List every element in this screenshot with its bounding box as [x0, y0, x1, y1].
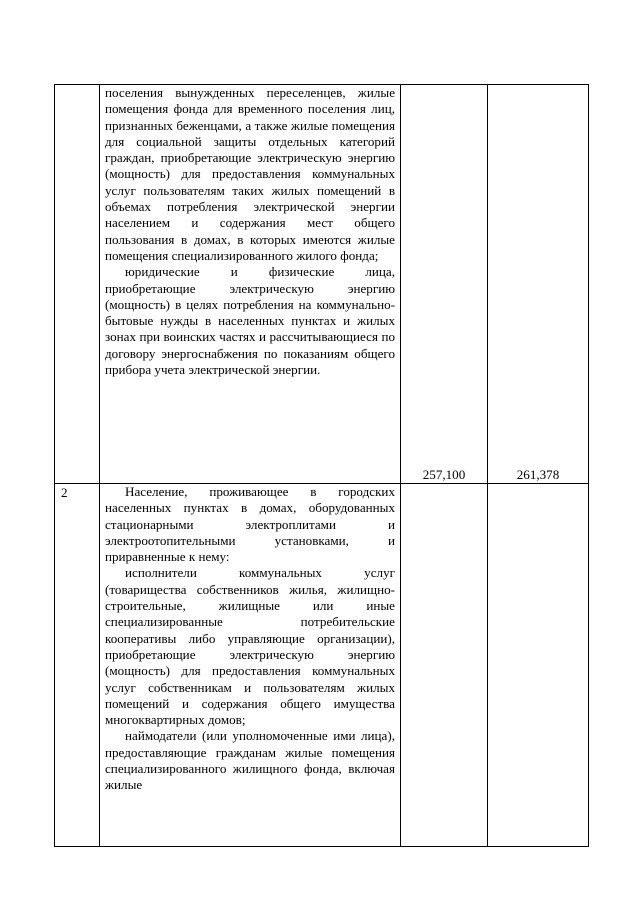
- row-number-cell: 2: [55, 484, 100, 847]
- description-paragraph: Население, проживающее в городских населенных пунктах в домах, оборудованных стационарными электроплитами и электроотопительными установками, и приравненные к нему:: [105, 484, 395, 565]
- consumer-description-cell: [100, 484, 401, 847]
- consumer-description-cell: [100, 85, 401, 484]
- description-paragraph: юридические и физические лица, приобретающие электрическую энергию (мощность) в целях потребления на коммунально-бытовые нужды в населенных пунктах и жилых зонах при воинских частях и рассчитывающиеся по договору энергоснабжения по показаниям общего прибора учета электрической энергии.: [105, 264, 395, 378]
- tariff-value-cell: 257,100: [401, 85, 488, 484]
- tariff-value-cell: [401, 484, 488, 847]
- table-row: [55, 85, 589, 484]
- description-paragraph: наймодатели (или уполномоченные ими лица), предоставляющие гражданам жилые помещения специализированного жилищного фонда, включая жилые: [105, 728, 395, 793]
- row-number-cell: [55, 85, 100, 484]
- table-row: [55, 484, 589, 847]
- description-paragraph: исполнители коммунальных услуг (товарищества собственников жилья, жилищно-строительные, жилищные или иные специализированные потребительские кооперативы либо управляющие организации), приобретающие электрическую энергию (мощность) для предоставления коммунальных услуг собственникам и пользователям жилых помещений и содержания общего имущества многоквартирных домов;: [105, 565, 395, 728]
- description-paragraph: поселения вынужденных переселенцев, жилые помещения фонда для временного поселения лиц, признанных беженцами, а также жилые помещения для социальной защиты отдельных категорий граждан, приобретающие электрическую энергию (мощность) для предоставления коммунальных услуг пользователям таких жилых помещений в объемах потребления электрической энергии населением и содержания мест общего пользования в домах, в которых имеются жилые помещения специализированного жилого фонда;: [105, 85, 395, 263]
- tariff-value-cell: 261,378: [488, 85, 589, 484]
- tariff-value-cell: [488, 484, 589, 847]
- tariff-table: [54, 84, 589, 847]
